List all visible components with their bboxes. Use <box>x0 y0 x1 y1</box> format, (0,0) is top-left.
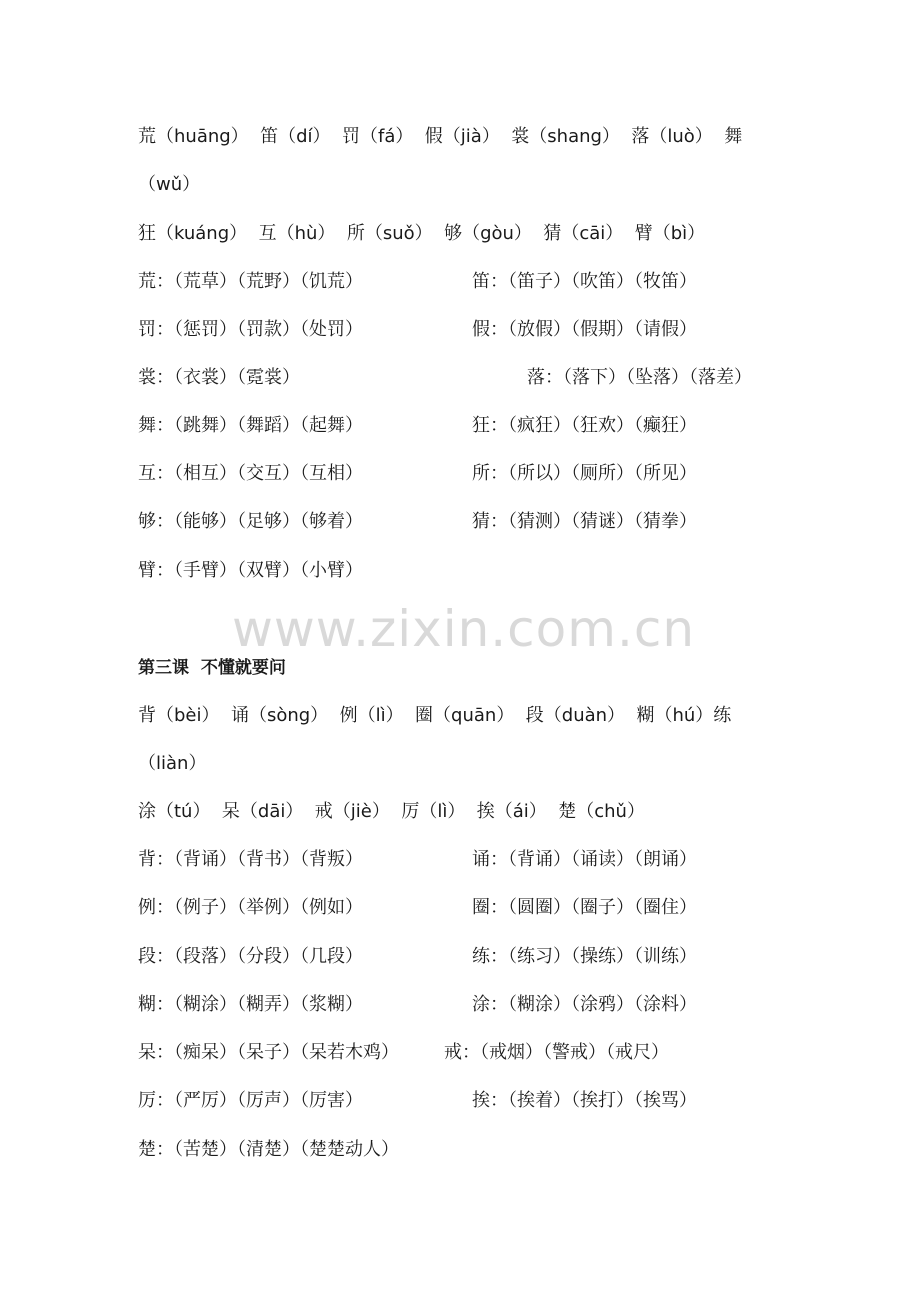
watermark: www.zixin.com.cn <box>232 600 696 658</box>
word-group-right: 诵：（背诵）（诵读）（朗诵） <box>472 849 697 870</box>
word-group-right: 笛：（笛子）（吹笛）（牧笛） <box>472 271 697 292</box>
word-group-right: 挨：（挨着）（挨打）（挨骂） <box>472 1090 697 1111</box>
word-group-left: 臂：（手臂）（双臂）（小臂） <box>138 560 363 581</box>
word-group-right: 所：（所以）（厕所）（所见） <box>472 463 697 484</box>
pinyin-line: （wǔ） <box>138 174 201 195</box>
word-group-left: 舞：（跳舞）（舞蹈）（起舞） <box>138 415 363 436</box>
word-group-left: 裳：（衣裳）（霓裳） <box>138 367 300 388</box>
word-group-left: 糊：（糊涂）（糊弄）（浆糊） <box>138 994 363 1015</box>
word-group-left: 够：（能够）（足够）（够着） <box>138 511 363 532</box>
pinyin-line: 荒（huāng） 笛（dí） 罚（fá） 假（jià） 裳（shang） 落（luò） 舞 <box>138 126 743 147</box>
word-group-left: 段：（段落）（分段）（几段） <box>138 946 363 967</box>
word-group-left: 厉：（严厉）（厉声）（厉害） <box>138 1090 363 1111</box>
word-group-right: 圈：（圆圈）（圈子）（圈住） <box>472 897 697 918</box>
word-group-left: 荒：（荒草）（荒野）（饥荒） <box>138 271 363 292</box>
word-group-left: 楚：（苦楚）（清楚）（楚楚动人） <box>138 1139 399 1160</box>
word-group-right: 涂：（糊涂）（涂鸦）（涂料） <box>472 994 697 1015</box>
section-title: 第三课 不懂就要问 <box>138 658 286 678</box>
word-group-right: 戒：（戒烟）（警戒）（戒尺） <box>444 1042 669 1063</box>
word-group-right: 落：（落下）（坠落）（落差） <box>527 367 752 388</box>
word-group-left: 例：（例子）（举例）（例如） <box>138 897 363 918</box>
pinyin-line: 涂（tú） 呆（dāi） 戒（jiè） 厉（lì） 挨（ái） 楚（chǔ） <box>138 801 645 822</box>
pinyin-line: （liàn） <box>138 753 207 774</box>
word-group-right: 练：（练习）（操练）（训练） <box>472 946 697 967</box>
pinyin-line: 背（bèi） 诵（sòng） 例（lì） 圈（quān） 段（duàn） 糊（hú）练 <box>138 705 732 726</box>
word-group-left: 背：（背诵）（背书）（背叛） <box>138 849 363 870</box>
word-group-right: 猜：（猜测）（猜谜）（猜拳） <box>472 511 697 532</box>
word-group-right: 狂：（疯狂）（狂欢）（癫狂） <box>472 415 697 436</box>
word-group-left: 互：（相互）（交互）（互相） <box>138 463 363 484</box>
pinyin-line: 狂（kuáng） 互（hù） 所（suǒ） 够（gòu） 猜（cāi） 臂（bì） <box>138 223 706 244</box>
word-group-left: 呆：（痴呆）（呆子）（呆若木鸡） <box>138 1042 399 1063</box>
word-group-left: 罚：（惩罚）（罚款）（处罚） <box>138 319 363 340</box>
word-group-right: 假：（放假）（假期）（请假） <box>472 319 697 340</box>
